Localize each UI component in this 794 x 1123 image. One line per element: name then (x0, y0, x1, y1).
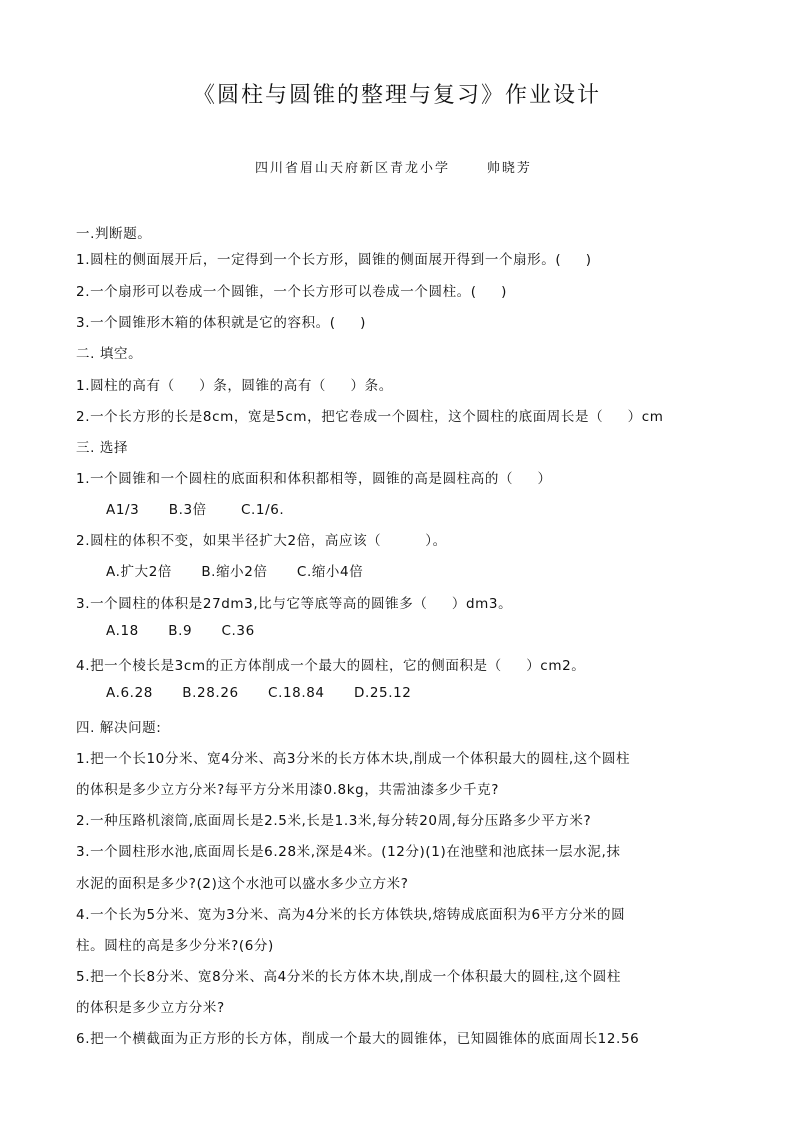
section-heading-choice: 三. 选择 (76, 440, 129, 456)
problem-line: 6.把一个横截面为正方形的长方体，削成一个最大的圆锥体，已知圆锥体的底面周长12.56 (76, 1031, 640, 1047)
problem-line: 水泥的面积是多少?(2)这个水池可以盛水多少立方米? (76, 876, 409, 892)
problem-line: 的体积是多少立方分米? (76, 1000, 225, 1016)
author-line (255, 157, 532, 176)
fill-item-2: 2.一个长方形的长是8cm，宽是5cm，把它卷成一个圆柱，这个圆柱的底面周长是（ ）cm (76, 409, 664, 425)
problem-line: 4.一个长为5分米、宽为3分米、高为4分米的长方体铁块,熔铸成底面积为6平方分米的圆 (76, 907, 626, 923)
school-name: 四川省眉山天府新区青龙小学 (255, 161, 451, 176)
choice-question-4: 4.把一个棱长是3cm的正方体削成一个最大的圆柱，它的侧面积是（ ）cm2。 (76, 658, 586, 674)
section-heading-problems: 四. 解决问题: (76, 720, 162, 736)
problem-line: 5.把一个长8分米、宽8分米、高4分米的长方体木块,削成一个体积最大的圆柱,这个圆柱 (76, 969, 621, 985)
judge-item-2: 2.一个扇形可以卷成一个圆锥，一个长方形可以卷成一个圆柱。( ) (76, 284, 507, 300)
problem-line: 的体积是多少立方分米?每平方分米用漆0.8kg，共需油漆多少千克? (76, 782, 499, 798)
judge-item-1: 1.圆柱的侧面展开后，一定得到一个长方形，圆锥的侧面展开得到一个扇形。( ) (76, 252, 592, 268)
section-heading-fill: 二. 填空。 (76, 346, 143, 362)
problem-line: 柱。圆柱的高是多少分米?(6分) (76, 938, 274, 954)
fill-item-1: 1.圆柱的高有（ ）条，圆锥的高有（ ）条。 (76, 378, 393, 394)
choice-options-3: A.18 B.9 C.36 (106, 623, 255, 639)
section-heading-judge: 一.判断题。 (76, 226, 152, 242)
choice-options-1: A1/3 B.3倍 C.1/6. (106, 502, 285, 518)
choice-question-3: 3.一个圆柱的体积是27dm3,比与它等底等高的圆锥多（ ）dm3。 (76, 596, 513, 612)
problem-line: 1.把一个长10分米、宽4分米、高3分米的长方体木块,削成一个体积最大的圆柱,这个圆柱 (76, 751, 631, 767)
choice-options-2: A.扩大2倍 B.缩小2倍 C.缩小4倍 (106, 564, 364, 580)
choice-question-2: 2.圆柱的体积不变，如果半径扩大2倍，高应该（ ）。 (76, 533, 447, 549)
choice-question-1: 1.一个圆锥和一个圆柱的底面积和体积都相等，圆锥的高是圆柱高的（ ） (76, 471, 552, 487)
author-name: 帅晓芳 (486, 161, 532, 176)
document-title: 《圆柱与圆锥的整理与复习》作业设计 (192, 83, 601, 108)
problem-line: 2.一种压路机滚筒,底面周长是2.5米,长是1.3米,每分转20周,每分压路多少平方米? (76, 813, 592, 829)
choice-options-4: A.6.28 B.28.26 C.18.84 D.25.12 (106, 685, 412, 701)
judge-item-3: 3.一个圆锥形木箱的体积就是它的容积。( ) (76, 315, 366, 331)
problem-line: 3.一个圆柱形水池,底面周长是6.28米,深是4米。(12分)(1)在池壁和池底抹一层水泥,抹 (76, 844, 621, 860)
